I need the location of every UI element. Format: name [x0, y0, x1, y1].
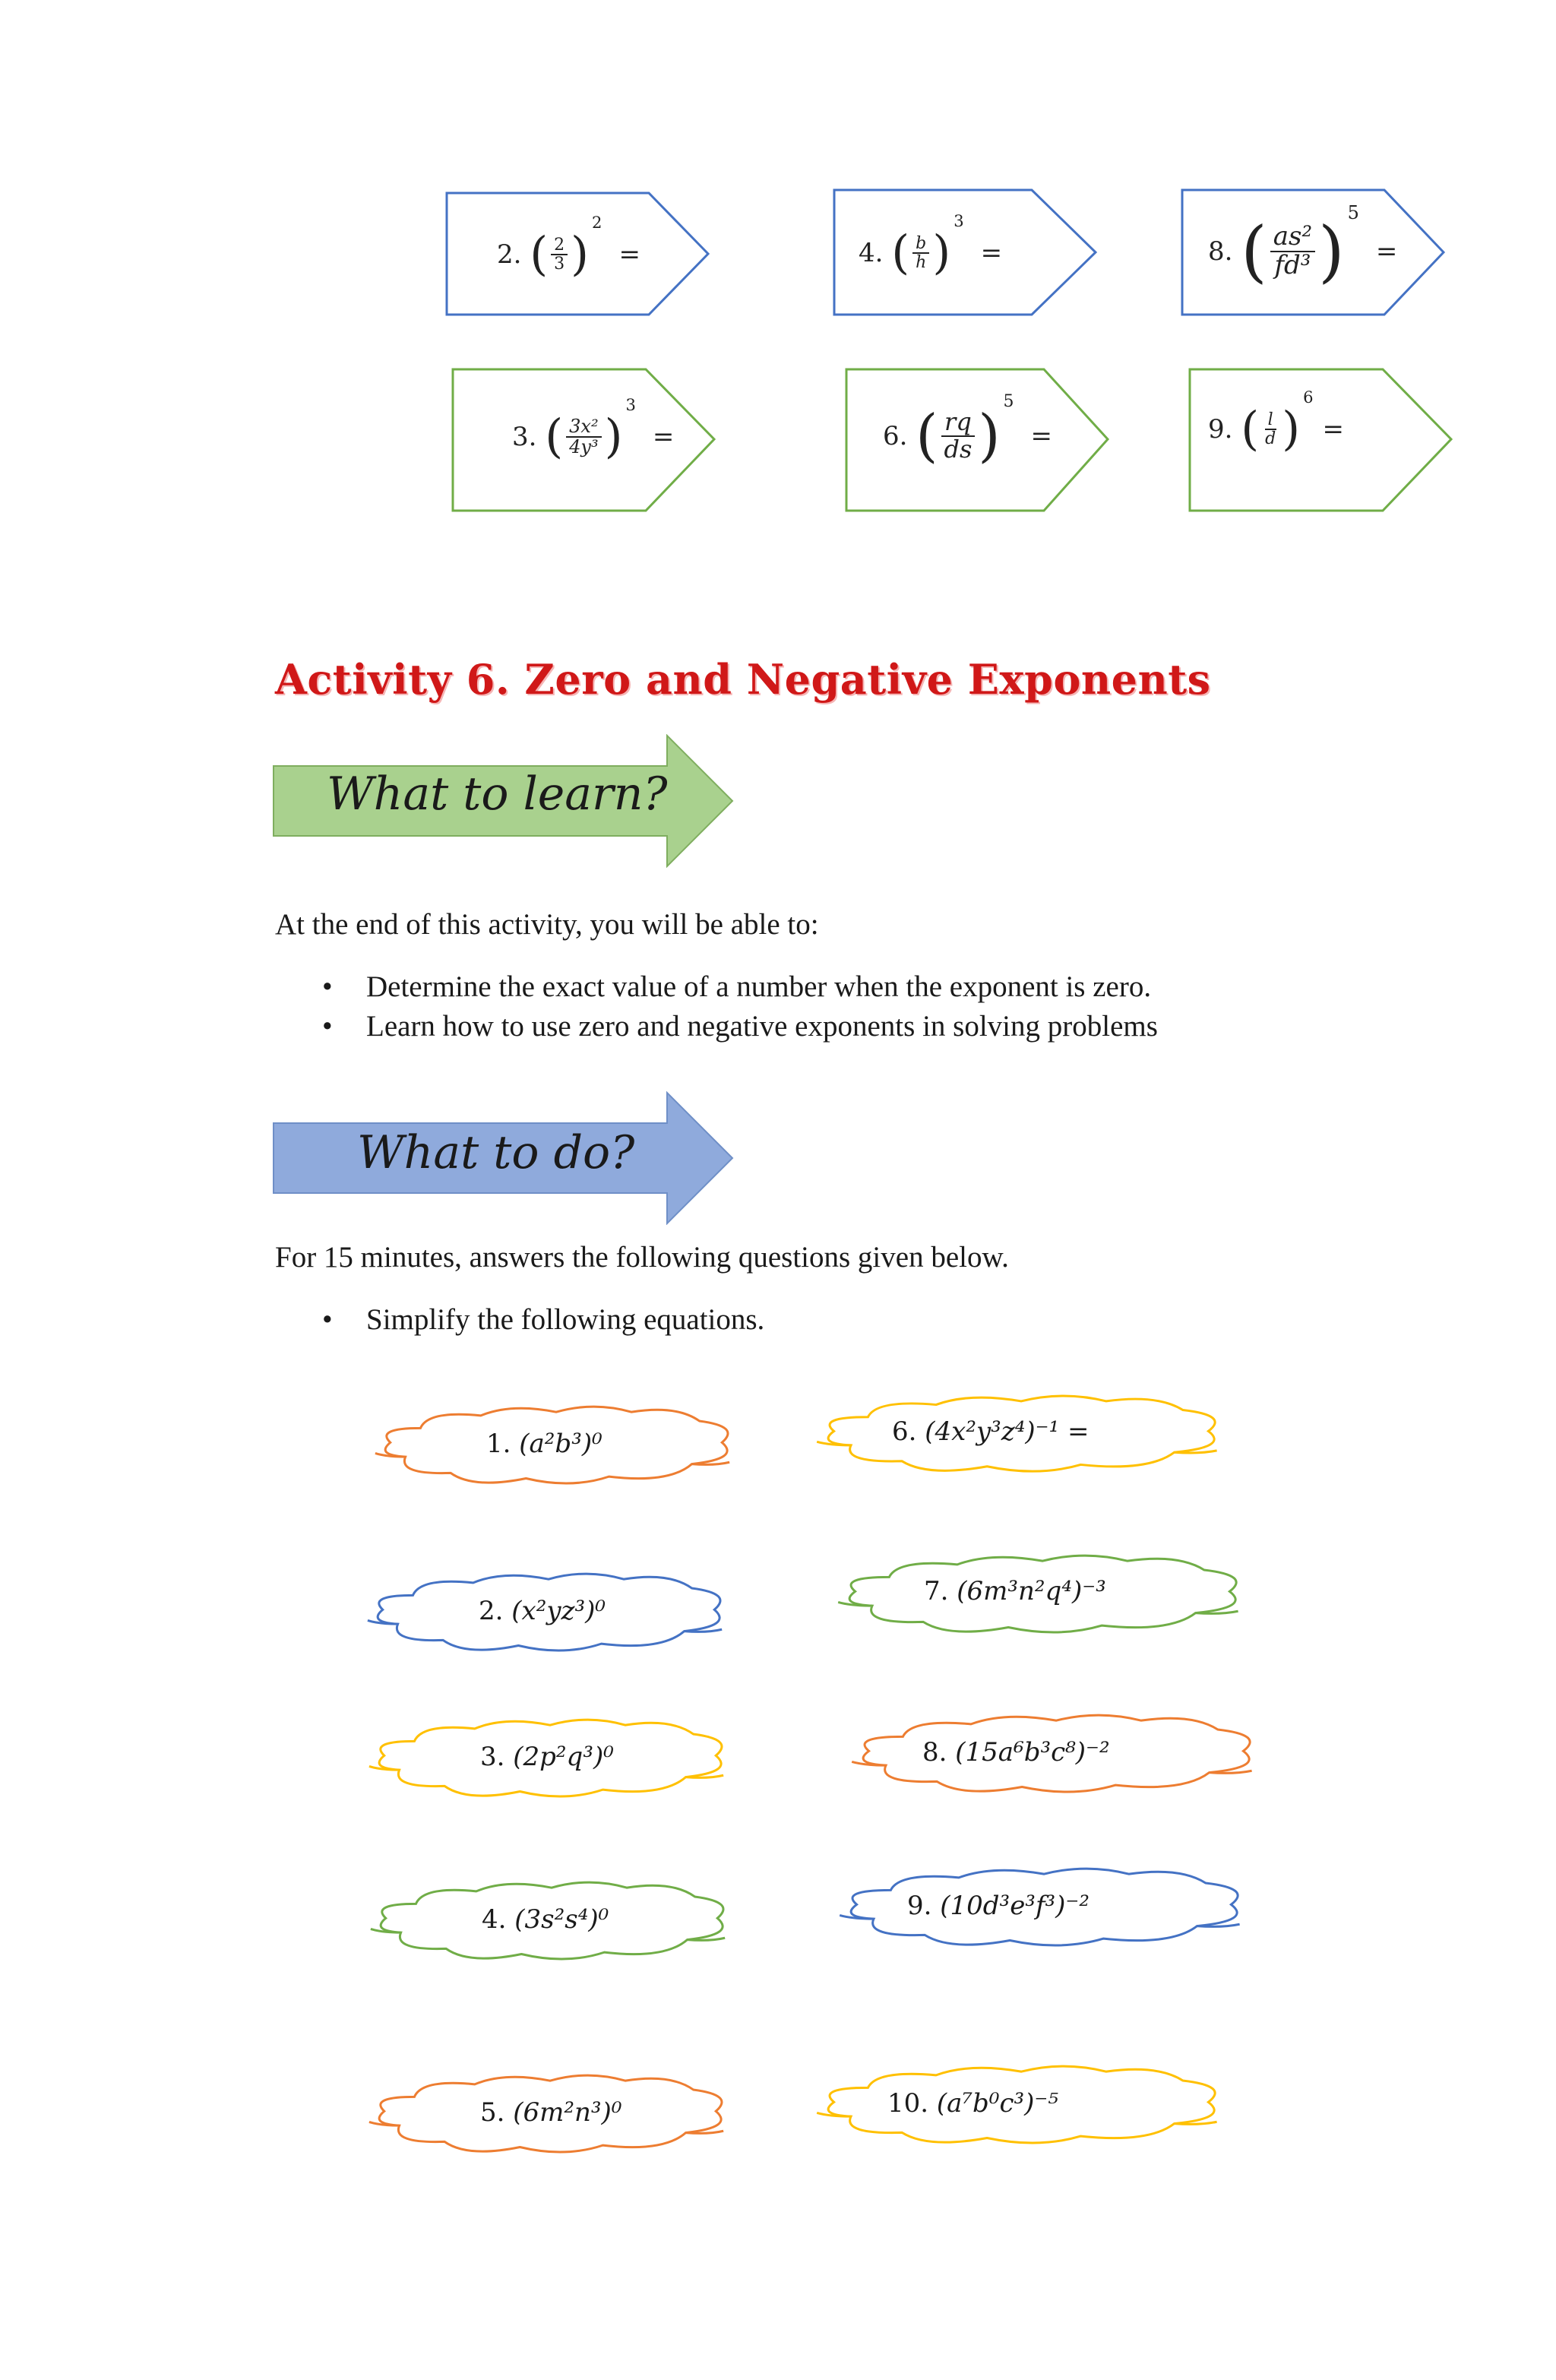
cloud-number: 10.	[887, 2088, 929, 2119]
cloud-item-2	[808, 1391, 1234, 1479]
cloud-item-9	[362, 2070, 738, 2160]
bullet-dot: •	[322, 970, 333, 1003]
cloud-formula: (4x²y³z⁴)⁻¹ =	[925, 1416, 1090, 1447]
pentagon-2	[445, 191, 711, 316]
do-arrow	[272, 1091, 735, 1225]
instruction-text: For 15 minutes, answers the following questions given below.	[275, 1241, 1009, 1274]
activity-title: Activity 6. Zero and Negative Exponents	[275, 655, 1211, 704]
cloud-number: 9.	[907, 1891, 932, 1921]
pentagon-expression: 2. ( $\frac{2}{3}$ ) 2 =	[497, 213, 640, 282]
cloud-formula: (15a⁶b³c⁸)⁻²	[955, 1737, 1110, 1768]
pentagon-6	[845, 368, 1111, 512]
cloud-number: 7.	[924, 1576, 949, 1606]
cloud-number: 1.	[486, 1429, 511, 1459]
cloud-item-4	[830, 1550, 1255, 1640]
pentagon-expression: 6. ( $\frac{rq}{ds}$ ) 5 =	[883, 392, 1053, 469]
cloud-expression	[480, 1742, 614, 1772]
do-bullet: • Simplify the following equations.	[322, 1303, 765, 1336]
cloud-formula: (a²b³)⁰	[519, 1429, 602, 1459]
cloud-item-8	[831, 1863, 1257, 1953]
learn-arrow	[272, 734, 735, 868]
pentagon-9	[1188, 368, 1454, 512]
learn-bullet: • Determine the exact value of a number when the exponent is zero.	[322, 970, 1152, 1003]
learn-bullet: • Learn how to use zero and negative exponents in solving problems	[322, 1010, 1158, 1043]
cloud-item-1	[368, 1401, 745, 1491]
cloud-item-10	[808, 2061, 1234, 2151]
pentagon-8	[1181, 188, 1447, 316]
cloud-expression	[922, 1737, 1110, 1768]
bullet-dot: •	[322, 1010, 333, 1043]
cloud-formula: (x²yz³)⁰	[511, 1596, 606, 1626]
cloud-expression	[907, 1891, 1090, 1921]
do-label: What to do?	[357, 1126, 635, 1179]
cloud-item-6	[843, 1710, 1269, 1799]
cloud-number: 6.	[892, 1416, 917, 1447]
pentagon-3	[451, 368, 717, 512]
cloud-expression	[887, 2088, 1058, 2119]
learn-label: What to learn?	[327, 767, 668, 821]
cloud-formula: (2p²q³)⁰	[513, 1742, 614, 1772]
cloud-formula: (6m²n³)⁰	[513, 2097, 622, 2128]
cloud-expression	[482, 1904, 609, 1935]
cloud-formula: (6m³n²q⁴)⁻³	[957, 1576, 1106, 1606]
cloud-expression	[480, 2097, 621, 2128]
cloud-item-5	[362, 1714, 738, 1804]
cloud-number: 5.	[480, 2097, 505, 2128]
cloud-number: 3.	[480, 1742, 505, 1772]
cloud-expression	[486, 1429, 602, 1459]
cloud-number: 4.	[482, 1904, 507, 1935]
cloud-item-3	[360, 1568, 737, 1658]
cloud-formula: (3s²s⁴)⁰	[514, 1904, 609, 1935]
cloud-expression	[479, 1596, 606, 1626]
cloud-number: 8.	[922, 1737, 947, 1768]
cloud-formula: (10d³e³f³)⁻²	[940, 1891, 1090, 1921]
cloud-formula: (a⁷b⁰c³)⁻⁵	[936, 2088, 1058, 2119]
pentagon-expression: 9. ( $\frac{l}{d}$ ) 6 =	[1208, 388, 1345, 457]
cloud-number: 2.	[479, 1596, 504, 1626]
pentagon-expression: 3. ( $\frac{\text{3x²}}{\text{4y³}}$ ) 3 =	[512, 395, 675, 464]
pentagon-4	[833, 188, 1099, 316]
intro-text: At the end of this activity, you will be able to:	[275, 908, 819, 941]
cloud-expression	[924, 1576, 1106, 1606]
bullet-dot: •	[322, 1303, 333, 1336]
cloud-item-7	[363, 1877, 740, 1967]
pentagon-expression: 8. ( $\frac{\text{as²}}{\text{fd³}}$ ) 5 =	[1208, 202, 1398, 290]
cloud-expression	[892, 1416, 1089, 1447]
pentagon-expression: 4. ( $\frac{b}{h}$ ) 3 =	[859, 211, 1003, 280]
